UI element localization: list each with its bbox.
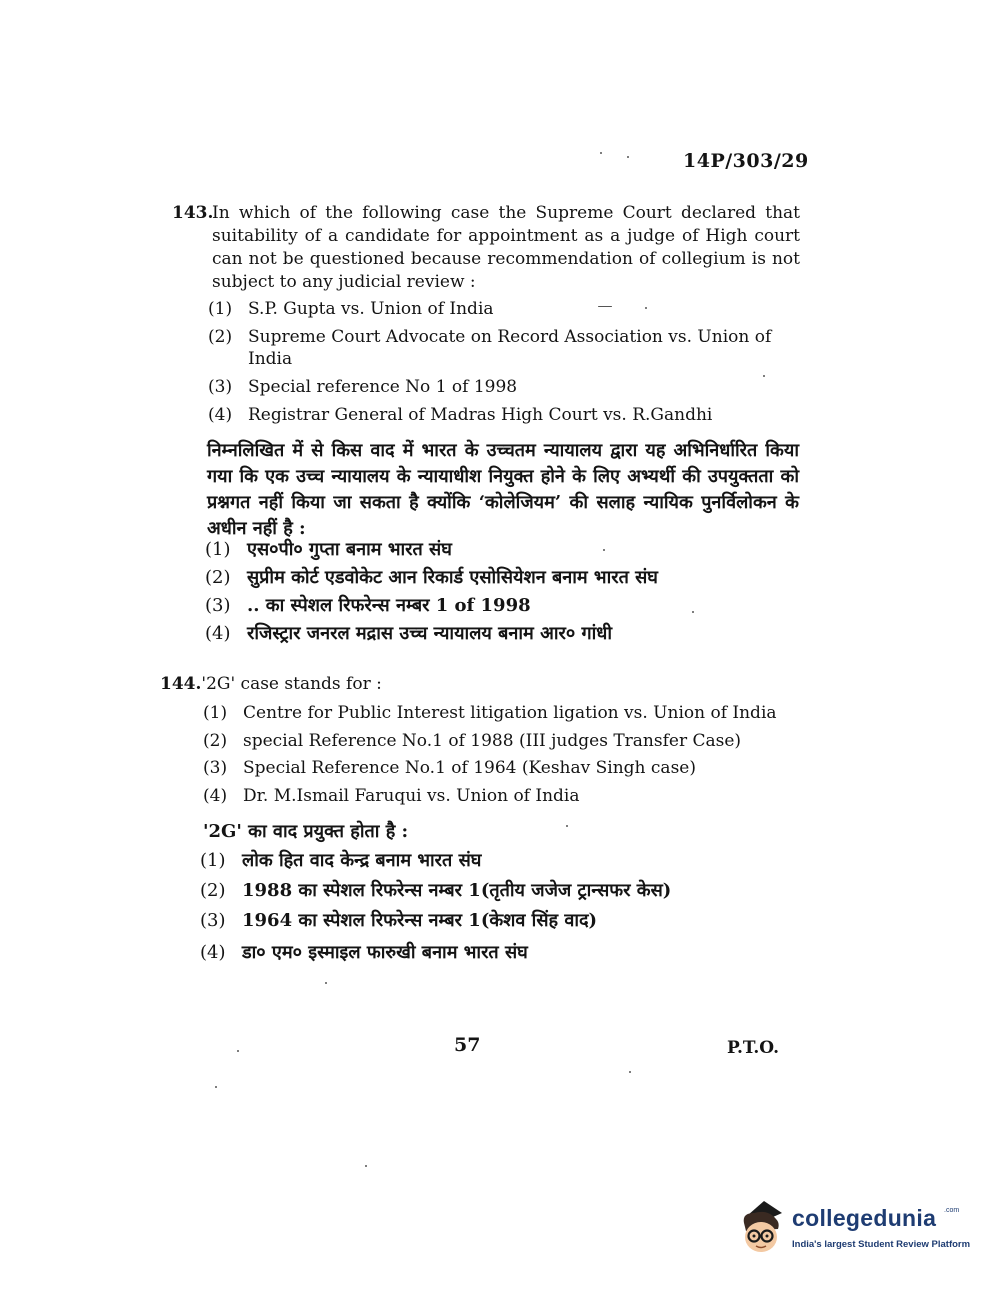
question-number: 144. [160,674,202,694]
question-number: 143. [172,203,214,223]
option-144-2: (2) special Reference No.1 of 1988 (III judges Transfer Case) [203,731,742,751]
collegedunia-logo[interactable] [734,1195,971,1265]
option-143-hindi-1: (1) एस०पी० गुप्ता बनाम भारत संघ [205,539,452,560]
logo-tagline: India's largest Student Review Platform [792,1239,971,1250]
scan-speck [598,306,612,307]
scan-speck [627,156,629,158]
option-143-1: (1) S.P. Gupta vs. Union of India [208,299,494,319]
scan-speck [215,1086,217,1088]
scan-speck [645,307,647,309]
option-144-4: (4) Dr. M.Ismail Faruqui vs. Union of India [203,786,580,806]
option-144-1: (1) Centre for Public Interest litigation ligation vs. Union of India [203,703,777,723]
page-number: 57 [454,1034,481,1056]
scan-speck [692,611,694,613]
scan-speck [629,1071,631,1073]
scan-speck [325,982,327,984]
option-143-2: (2) Supreme Court Advocate on Record Association vs. Union of India [208,327,772,369]
scan-speck [600,152,602,154]
option-143-hindi-4: (4) रजिस्ट्रार जनरल मद्रास उच्च न्यायालय बनाम आर० गांधी [205,623,612,644]
question-143-hindi: निम्नलिखित में से किस वाद में भारत के उच्चतम न्यायालय द्वारा यह अभिनिर्धारित किया गया कि एक उच्च न्यायालय के न्यायाधीश नियुक्त होने के लिए अभ्यर्थी की उपयुक्तता को प्रश्नगत नहीं किया जा सकता है क्योंकि ‘कोलेजियम’ की सलाह न्यायिक पुनर्विलोकन के अधीन नहीं है : [207,440,799,539]
option-143-hindi-2: (2) सुप्रीम कोर्ट एडवोकेट आन रिकार्ड एसोसियेशन बनाम भारत संघ [205,567,658,588]
pto-label: P.T.O. [727,1038,779,1058]
option-144-hindi-3: (3) 1964 का स्पेशल रिफरेन्स नम्बर 1(केशव सिंह वाद) [200,910,598,931]
scan-speck [237,1050,239,1052]
option-143-hindi-3: (3) .. का स्पेशल रिफरेन्स नम्बर 1 of 1998 [205,595,531,616]
scan-speck [566,825,568,827]
option-144-hindi-1: (1) लोक हित वाद केन्द्र बनाम भारत संघ [200,850,482,871]
option-144-hindi-2: (2) 1988 का स्पेशल रिफरेन्स नम्बर 1(तृतीय जजेज ट्रान्सफर केस) [200,880,672,901]
logo-dotcom: .com [944,1207,960,1214]
option-144-3: (3) Special Reference No.1 of 1964 (Keshav Singh case) [203,758,696,778]
scan-speck [603,549,605,551]
question-144-hindi: '2G' का वाद प्रयुक्त होता है : [203,821,409,842]
option-143-4: (4) Registrar General of Madras High Court vs. R.Gandhi [208,405,713,425]
question-144 [160,673,800,696]
option-144-hindi-4: (4) डा० एम० इस्माइल फारुखी बनाम भारत संघ [200,942,528,963]
scan-speck [365,1165,367,1167]
logo-wordmark: collegedunia [792,1205,937,1231]
question-143-text: In which of the following case the Supreme Court declared that suitability of a candidate for appointment as a judge of High court can not be questioned because recommendation of collegium is not subject to any judicial review : [212,203,800,292]
question-144-text: '2G' case stands for : [201,674,382,694]
scan-speck [763,375,765,377]
mascot-icon [734,1197,790,1259]
paper-code: 14P/303/29 [683,150,809,172]
option-143-3: (3) Special reference No 1 of 1998 [208,377,518,397]
